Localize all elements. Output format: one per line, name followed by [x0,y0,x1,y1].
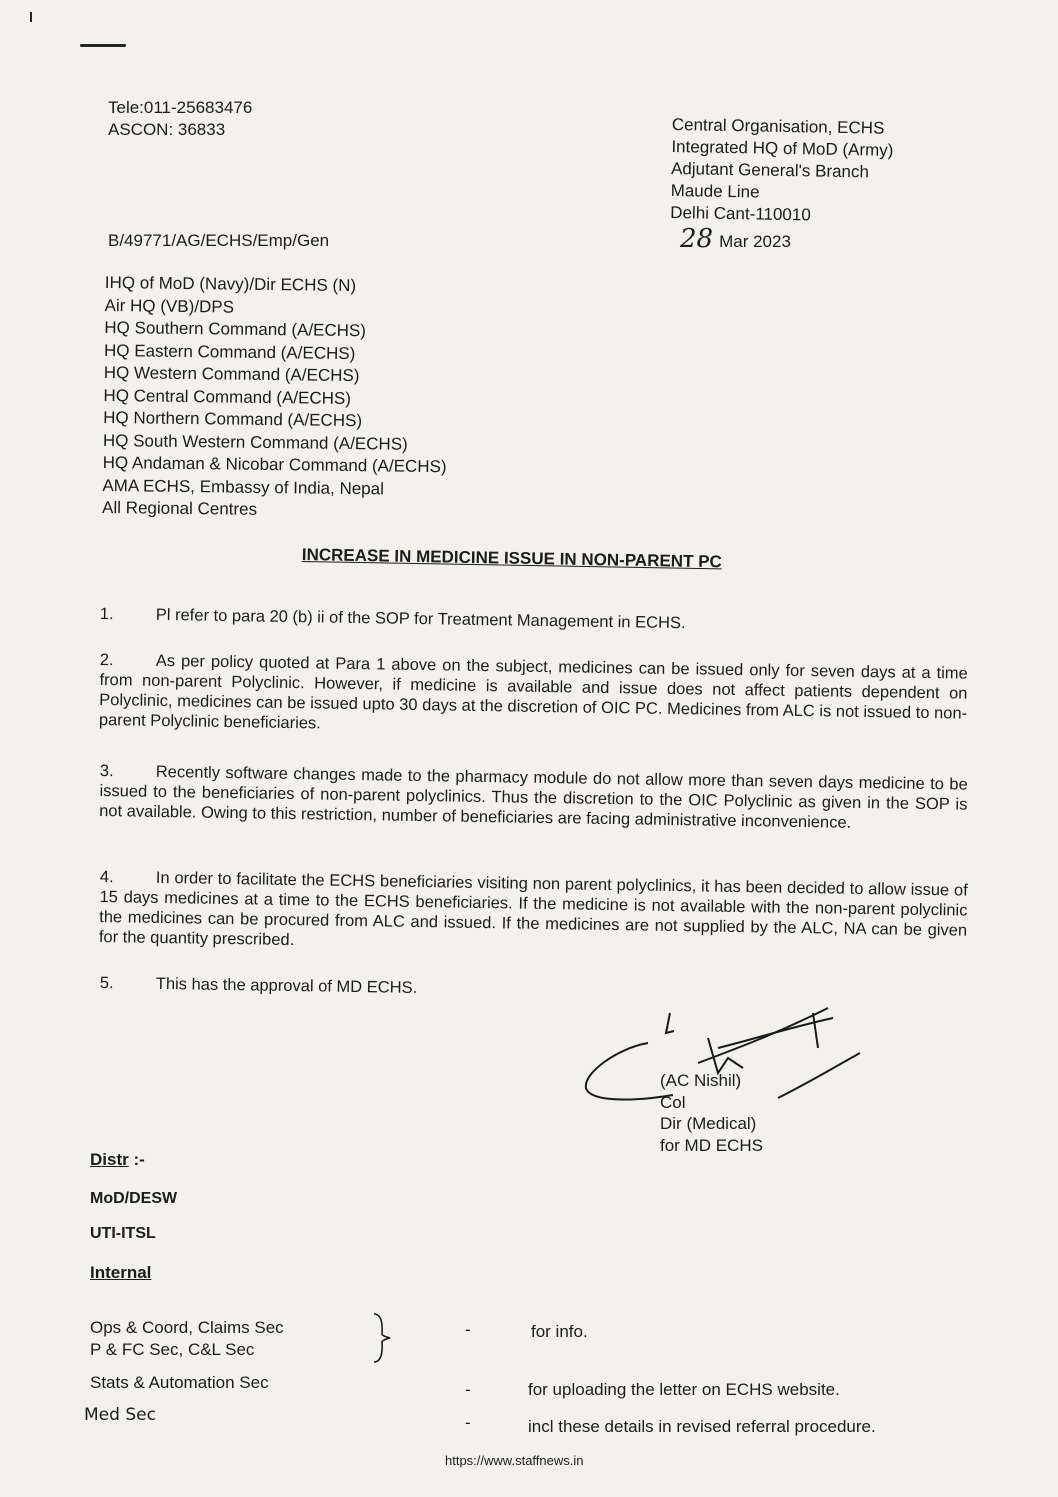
internal-section: Stats & Automation Sec [90,1373,269,1392]
paragraph-number: 1. [99,604,114,624]
internal-group-1 [90,1317,284,1361]
org-line: Maude Line [670,180,760,202]
dash-separator: - [465,1320,471,1339]
paragraph-4 [99,867,968,961]
sender-address [670,114,894,228]
addressee: HQ Eastern Command (A/ECHS) [103,340,356,363]
addressee: HQ Central Command (A/ECHS) [103,385,352,408]
org-line: Integrated HQ of MoD (Army) [671,136,894,160]
addressee: HQ South Western Command (A/ECHS) [102,430,408,454]
internal-section-handwritten: Med Sec [84,1405,156,1425]
addressee: HQ Western Command (A/ECHS) [103,362,360,386]
contact-block [108,97,252,141]
page-mark [30,12,32,22]
internal-section: P & FC Sec, C&L Sec [90,1340,255,1359]
internal-label: Internal [90,1263,152,1282]
letter-date [680,224,791,254]
paragraph-3 [99,761,968,835]
footer-url: https://www.staffnews.in [445,1453,584,1468]
distribution-label [90,1150,145,1170]
addressee: IHQ of MoD (Navy)/Dir ECHS (N) [104,272,357,296]
org-line: Delhi Cant-110010 [670,202,811,225]
date-month-year: Mar 2023 [719,232,791,251]
distribution-action: for info. [531,1322,588,1341]
letter-subject: INCREASE IN MEDICINE ISSUE IN NON-PARENT PC [301,545,722,572]
distribution-item: MoD/DESW [90,1190,178,1207]
org-line: Adjutant General's Branch [670,158,870,182]
addressee-list [102,272,449,524]
date-day-handwritten: 28 [680,224,714,254]
paragraph-text: In order to facilitate the ECHS beneficiaries visiting non parent polyclinics, it has been decided to allow issue of 15 days medicines at a time to the ECHS beneficiaries. If the medicine is not available with the non-parent polyclinic the medicines can be procured from ALC and issued. If the medicines are not supplied by the ALC, NA can be given for the quantity prescribed. [98,868,968,950]
paragraph-text: As per policy quoted at Para 1 above on the subject, medicines can be issued only for seven days at a time from non-parent Polyclinic. However, if medicine is available and issue does not affect patients dependent on Polyclinic, medicines can be issued upto 30 days at the discretion of OIC PC. Medicines from ALC is not issued to non-parent Polyclinic beneficiaries. [98,651,968,733]
org-line: Central Organisation, ECHS [671,114,885,138]
paragraph-number: 3. [99,761,114,781]
signatory-block [660,1070,763,1156]
top-dash-mark [80,44,126,47]
addressee: All Regional Centres [102,497,258,519]
distr-text: Distr [90,1150,129,1169]
distribution-item: UTI-ITSL [90,1225,156,1242]
ascon-number: ASCON: 36833 [108,120,226,139]
paragraph-text: This has the approval of MD ECHS. [155,974,418,997]
distribution-action: incl these details in revised referral procedure. [528,1417,876,1436]
addressee: HQ Southern Command (A/ECHS) [104,317,367,341]
paragraph-number: 4. [99,867,114,887]
signatory-for: for MD ECHS [660,1135,763,1155]
addressee: HQ Northern Command (A/ECHS) [103,407,363,431]
paragraph-text: Pl refer to para 20 (b) ii of the SOP for Treatment Management in ECHS. [155,605,686,633]
signatory-rank: Col [660,1092,686,1112]
dash-separator: - [465,1413,471,1432]
dash-separator: - [465,1380,471,1399]
paragraph-5 [100,973,968,1007]
distribution-action: for uploading the letter on ECHS website. [528,1380,840,1399]
addressee: Air HQ (VB)/DPS [104,295,235,317]
distr-suffix: :- [128,1150,145,1169]
addressee: HQ Andaman & Nicobar Command (A/ECHS) [102,452,447,477]
paragraph-text: Recently software changes made to the pharmacy module do not allow more than seven days medicine to be issued to the beneficiaries of non-parent polyclinics. Thus the discretion to the OIC Polyclinic as given in the SOP is not available. Owing to this restriction, number of beneficiaries are facing administrative inconvenience. [99,762,968,832]
paragraph-2 [99,650,968,744]
paragraph-number: 2. [99,650,114,670]
paragraph-1 [100,604,968,638]
brace-mark [368,1312,398,1364]
reference-number: B/49771/AG/ECHS/Emp/Gen [108,231,330,250]
signatory-designation: Dir (Medical) [660,1114,757,1133]
tele-number: Tele:011-25683476 [108,98,253,117]
paragraph-number: 5. [99,973,114,993]
addressee: AMA ECHS, Embassy of India, Nepal [102,475,385,498]
signatory-name: (AC Nishil) [660,1071,742,1090]
internal-section: Ops & Coord, Claims Sec [90,1318,284,1337]
